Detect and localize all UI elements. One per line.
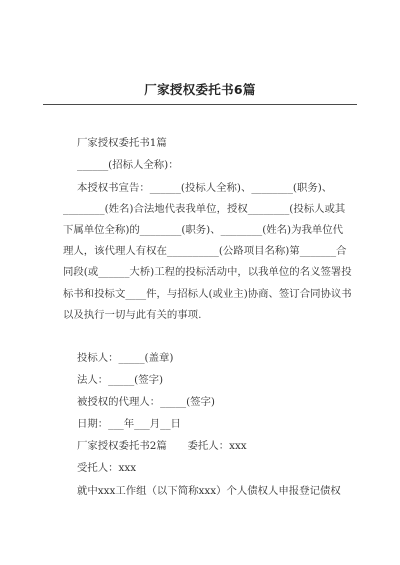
body-text-line: 同段(或______大桥)工程的投标活动中，以我单位的名义签署投 bbox=[63, 266, 352, 278]
agent-signature-line: 被授权的代理人：_____(签字) bbox=[77, 396, 215, 408]
addressee-line: ______(招标人全称)： bbox=[77, 159, 179, 171]
body-text-line: 就中xxx工作组（以下简称xxx）个人债权人申报登记债权 bbox=[77, 485, 341, 497]
bidder-signature-line: 投标人：_____(盖章) bbox=[77, 352, 174, 364]
trustee-line: 受托人：xxx bbox=[77, 462, 137, 474]
body-text-line: 下属单位全称)的________(职务)、________(姓名)为我单位代 bbox=[63, 224, 344, 236]
section-heading-2: 厂家授权委托书2篇 委托人：xxx bbox=[77, 440, 247, 452]
body-text-line: 标书和投标文____件，与招标人(或业主)协商、签订合同协议书 bbox=[63, 288, 352, 300]
body-text-line: 理人，该代理人有权在__________(公路项目名称)第_______合 bbox=[63, 245, 347, 257]
legal-person-signature-line: 法人：_____(签字) bbox=[77, 374, 164, 386]
title-divider bbox=[43, 104, 357, 105]
body-text-line: ________(姓名)合法地代表我单位，授权________(投标人或其 bbox=[63, 203, 346, 215]
body-text-line: 本授权书宣告：______(投标人全称)、________(职务)、 bbox=[77, 182, 333, 194]
document-title: 厂家授权委托书6篇 bbox=[144, 82, 256, 97]
body-text-line: 以及执行一切与此有关的事项. bbox=[63, 309, 202, 321]
section-heading-1: 厂家授权委托书1篇 bbox=[77, 137, 167, 149]
date-line: 日期：___年___月__日 bbox=[77, 418, 181, 430]
